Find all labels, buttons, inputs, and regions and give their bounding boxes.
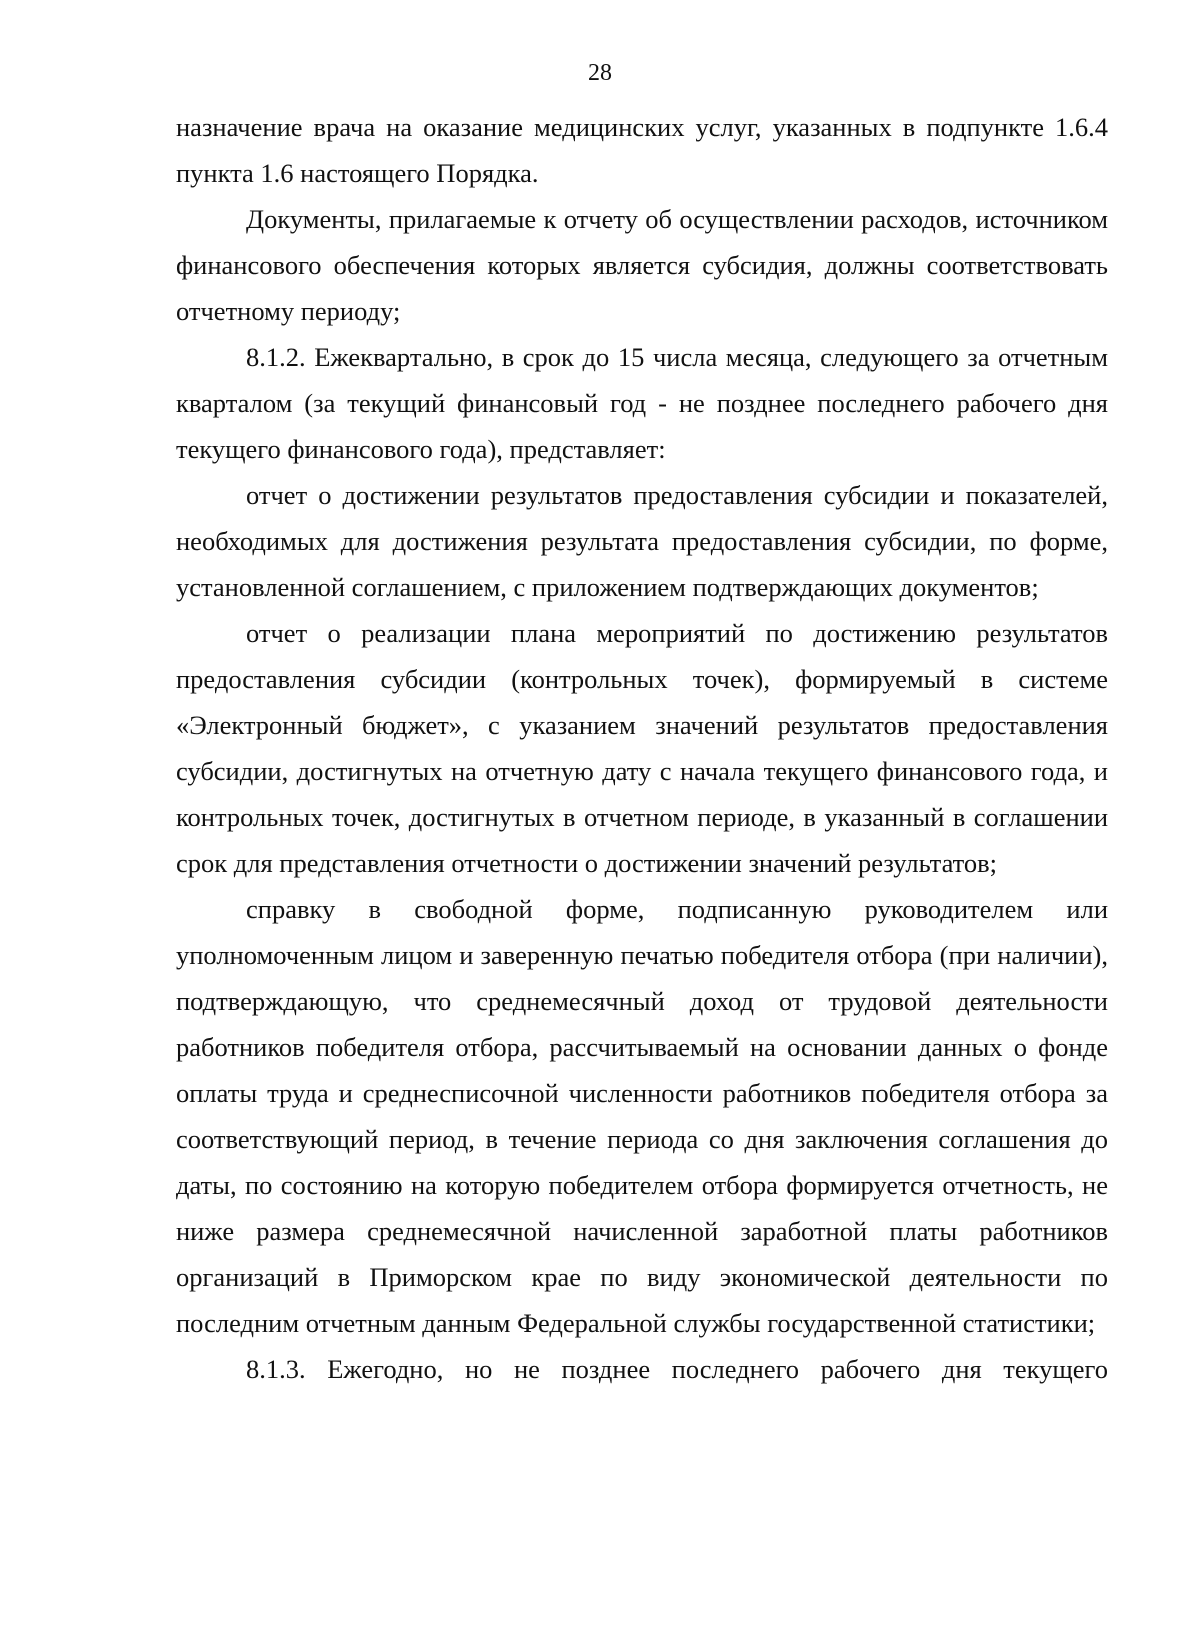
paragraph-continuation: назначение врача на оказание медицинских услуг, указанных в подпункте 1.6.4 пункта 1.6 настоящего Порядка. <box>176 112 1108 188</box>
paragraph-documents: Документы, прилагаемые к отчету об осуществлении расходов, источником финансового обеспечения которых является субсидия, должны соответствовать отчетному периоду; <box>176 204 1108 326</box>
page-number: 28 <box>588 60 612 86</box>
paragraph-8-1-3: 8.1.3. Ежегодно, но не позднее последнего рабочего дня текущего <box>246 1354 1108 1384</box>
document-body <box>176 104 1108 1392</box>
paragraph-report-plan: отчет о реализации плана мероприятий по достижению результатов предоставления субсидии (контрольных точек), формируемый в системе «Электронный бюджет», с указанием значений результатов предоставления субсидии, достигнутых на отчетную дату с начала текущего финансового года, и контрольных точек, достигнутых в отчетном периоде, в указанный в соглашении срок для представления отчетности о достижении значений результатов; <box>176 618 1108 878</box>
paragraph-report-results: отчет о достижении результатов предоставления субсидии и показателей, необходимых для достижения результата предоставления субсидии, по форме, установленной соглашением, с приложением подтверждающих документов; <box>176 480 1108 602</box>
paragraph-salary-certificate: справку в свободной форме, подписанную руководителем или уполномоченным лицом и заверенную печатью победителя отбора (при наличии), подтверждающую, что среднемесячный доход от трудовой деятельности работников победителя отбора, рассчитываемый на основании данных о фонде оплаты труда и среднесписочной численности работников победителя отбора за соответствующий период, в течение периода со дня заключения соглашения до даты, по состоянию на которую победителем отбора формируется отчетность, не ниже размера среднемесячной начисленной заработной платы работников организаций в Приморском крае по виду экономической деятельности по последним отчетным данным Федеральной службы государственной статистики; <box>176 894 1108 1338</box>
paragraph-8-1-2: 8.1.2. Ежеквартально, в срок до 15 числа месяца, следующего за отчетным кварталом (за текущий финансовый год - не позднее последнего рабочего дня текущего финансового года), представляет: <box>176 342 1108 464</box>
